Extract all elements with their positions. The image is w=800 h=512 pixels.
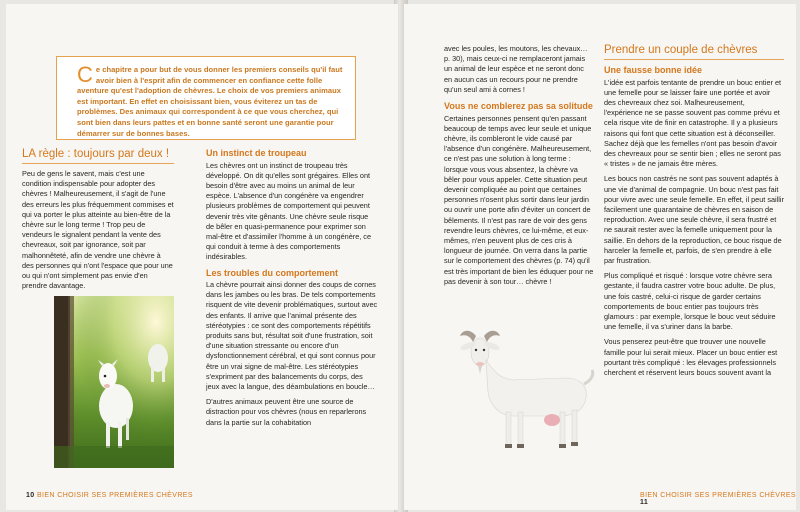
intro-drop-cap: C	[77, 62, 93, 87]
false-idea-text: L'idée est parfois tentante de prendre un bouc entier et une femelle pour se laisser faire une portée et avoir des chevreaux chez soi. Malheureusement, l'expérience ne se passe souvent pas comme prévu et cela risque vite de finir en catastrophe. Il y a plusieurs raisons qui font que cette situation est à déconseiller. Sachez déjà que les femelles n'ont pas besoin d'avoir des chevreaux pour se sentir bien ; elles ne seront pas « tristes » de ne jamais être mères.	[604, 77, 782, 169]
right-left-column	[444, 44, 594, 292]
left-footer	[26, 492, 193, 499]
rule-text: Peu de gens le savent, mais c'est une condition indispensable pour adopter des chèvres ! Malheureusement, il s'agit de l'une des erreurs les plus fréquemment commises et qui va porter le plus atteinte au bien-être de la chèvre sur le long terme ! Trop peu de vendeurs le signalent pendant la vente des chevreaux, soit par ignorance, soit par malhonnêteté, afin de vendre une chèvre à des personnes qui n'ont l'espace que pour une ou qui n'ont simplement pas envie d'en prendre davantage.	[22, 169, 174, 291]
solitude-heading: Vous ne comblerez pas sa solitude	[444, 101, 593, 112]
right-page	[404, 4, 796, 510]
behavior-text-1: La chèvre pourrait ainsi donner des coups de cornes dans les jambes ou les bras. De tels comportements risquent de vite devenir problématiques, surtout avec des enfants. Il arrive que l'animal présente des stéréotypies : ce sont des comportements répétitifs produits sans but, résultat soit d'une frustration, soit d'une situation stressante ou encore d'un dysfonctionnement cérébral, et qui sont connus pour être un vrai signe de mal-être. Les stéréotypies s'expriment par des balancements du corps, des jeux avec la langue, des déambulations en boucle…	[206, 280, 378, 392]
intro-paragraph	[77, 62, 347, 139]
risky-text: Plus compliqué et risqué : lorsque votre chèvre sera gestante, il faudra castrer votre bouc adulte. De plus, une fois castré, celui-ci risque de garder certains comportements de bouc entier pas toujours très glamours : par exemple, lorsque le bouc veut séduire une femelle, il va s'uriner dans la barbe.	[604, 271, 776, 332]
right-page-number: 11	[640, 499, 649, 506]
goats-in-grass-photo	[54, 296, 174, 468]
right-footer	[640, 492, 796, 506]
left-column	[22, 148, 174, 296]
rule-heading: LA règle : toujours par deux !	[22, 148, 174, 164]
false-idea-heading: Une fausse bonne idée	[604, 65, 703, 75]
goat-illustration-art	[448, 326, 598, 456]
intro-text: e chapitre a pour but de vous donner les premiers conseils qu'il faut avoir bien à l'esprit afin de commencer en confiance cette folle aventure qu'est l'adoption de chèvres. Le choix de vos premiers animaux est important. En effet en choisissant bien, vous éviterez un tas de problèmes. Des animaux qui correspondent à ce que vous cherchez, qui sont bien dans leurs pattes et en bonne santé seront une garantie pour démarrer sur de bonnes bases.	[77, 65, 343, 138]
behavior-text-2: D'autres animaux peuvent être une source de distraction pour vos chèvres (nous en reparlerons dans la partie sur la cohabitation	[206, 397, 367, 427]
right-right-column	[604, 44, 784, 383]
solitude-text: Certaines personnes pensent qu'en passant beaucoup de temps avec leur seule et unique chèvre, ils combleront le vide causé par l'absence d'un congénère. Malheureusement, ce n'est pas une solution à long terme : lorsque vous vous absentez, la chèvre va bêler pour vous appeler. Cette situation peut devenir compliquée au point que certaines personnes n'osent plus sortir dans leur jardin ou ouvrir une porte afin d'éviter un concert de bêlements. Il n'est pas rare de voir des gens revendre leurs chèvres, ce lui-même, et eux-mêmes, n'en peuvent plus de ces cris à longueur de journée. On verra dans la partie sur le comportement des chèvres (p. 74) qu'il est très important de bien les éduquer pour ne pas devenir à son tour… chèvre !	[444, 113, 594, 286]
herd-text: Les chèvres ont un instinct de troupeau très développé. On dit qu'elles sont grégaires. Elles ont besoin d'être avec au moins un animal de leur espèce. L'absence d'un congénère va engendrer plusieurs problèmes de comportement qui peuvent devenir très vite gênants. Une chèvre seule risque de bêler en quasi-permanence pour exprimer son mal-être et d'assimiler l'homme à un congénère, ce qui conduit à terme à des comportements indésirables.	[206, 160, 372, 262]
left-running-title: BIEN CHOISIR SES PREMIÈRES CHÈVRES	[36, 492, 193, 499]
bucks-text: Les boucs non castrés ne sont pas souvent adaptés à une vie d'animal de compagnie. Un bouc n'est pas fait pour vivre avec une seule femelle. En effet, il peut saillir facilement une quarantaine de chèvres en saison de reproduction. Avec une seule chèvre, il sera frustré et ne saurait rester avec la femelle uniquement pour la saillie. En dehors de la reproduction, ce bouc risque de harceler la femelle et, parfois, de s'en prendre à elle par frustration.	[604, 174, 784, 265]
white-goat-illustration	[448, 326, 598, 456]
continued-text: avec les poules, les moutons, les chevaux… p. 30), mais ceux-ci ne remplaceront jamais un animal de leur espèce et ne seront donc en aucun cas un recours pour ne prendre qu'un seul ami à cornes !	[444, 44, 588, 94]
middle-left-column	[206, 148, 378, 433]
behavior-heading: Les troubles du comportement	[206, 267, 339, 278]
left-page	[6, 4, 398, 510]
herd-heading: Un instinct de troupeau	[206, 148, 307, 158]
left-page-number: 10	[26, 492, 35, 499]
goats-photo-art	[54, 296, 174, 468]
intro-box	[56, 56, 356, 140]
new-family-text: Vous penserez peut-être que trouver une nouvelle famille pour lui serait mieux. Placer un bouc entier est pourtant très compliqué : les élevages professionnels cherchent et réservent leurs boucs souvent avant la	[604, 337, 778, 377]
right-running-title: BIEN CHOISIR SES PREMIÈRES CHÈVRES	[640, 492, 796, 499]
couple-heading: Prendre un couple de chèvres	[604, 44, 784, 60]
